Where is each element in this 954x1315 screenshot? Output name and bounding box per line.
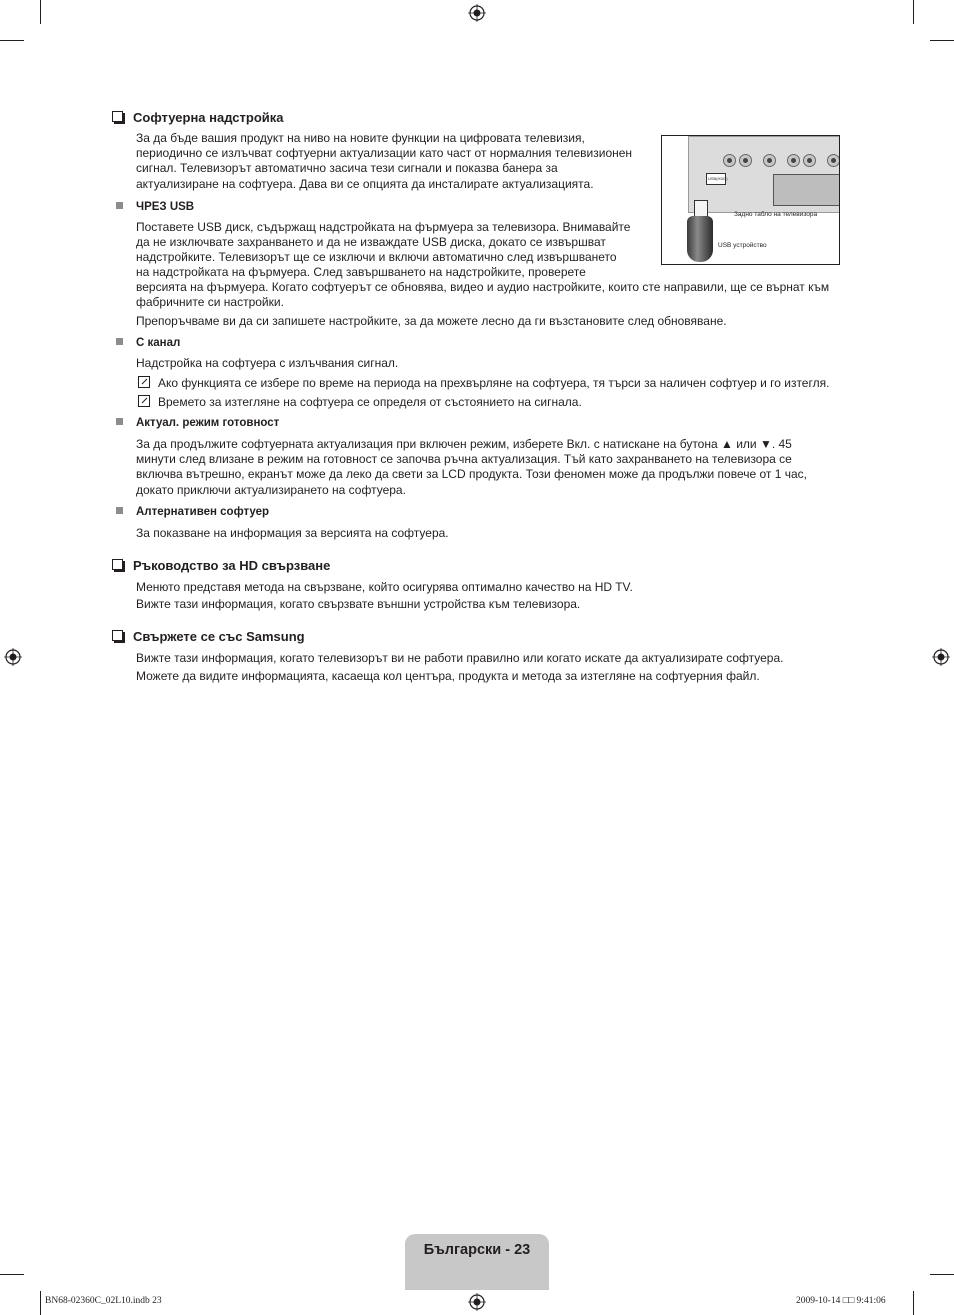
usb-connection-figure <box>661 135 840 265</box>
usb-line-6: Препоръчваме ви да си запишете настройките, за да можете лесно да ги възстановите след обновяване. <box>136 314 727 328</box>
note-icon <box>138 395 150 407</box>
channel-note-2 <box>138 395 582 410</box>
checkbox-bullet-icon <box>112 559 123 570</box>
checkbox-bullet-icon <box>112 111 123 122</box>
usb-line-2: да не изключвате захранването и да не изваждате USB диска, докато се извършват <box>136 235 606 249</box>
av-jack-icon <box>827 154 840 167</box>
rear-panel-label: Задно табло на телевизора <box>734 211 818 218</box>
section-title-software-upgrade <box>112 110 284 126</box>
page-number: Български - 23 <box>423 1242 531 1258</box>
usb-line-3: надстройките. Телевизорът ще се изключи и включи автоматично след извършването <box>136 250 617 264</box>
crop-mark <box>0 40 24 41</box>
registration-mark-icon <box>4 648 22 666</box>
alternative-text: За показване на информация за версията на софтуера. <box>136 526 449 540</box>
hd-guide-line-2: Вижте тази информация, когато свързвате външни устройства към телевизора. <box>136 597 581 611</box>
usb-device-label: USB устройство <box>718 242 767 249</box>
registration-mark-icon <box>932 648 950 666</box>
subsection-title-usb <box>116 200 194 214</box>
software-upgrade-intro: За да бъде вашия продукт на ниво на новите функции на цифровата телевизия, периодично се излъчват софтуерни актуализации като част от нормалния телевизионен сигнал. Телевизорът автоматично засича тези сигнали и показва банера за актуализиране на софтуера. Дава ви се опцията да инсталирате актуализацията. <box>136 131 633 191</box>
section-title-contact-samsung <box>112 629 305 645</box>
registration-mark-icon <box>468 1293 486 1311</box>
subsection-title-text: С канал <box>136 337 181 349</box>
section-title-text: Свържете се със Samsung <box>133 629 305 644</box>
crop-mark <box>40 1291 41 1315</box>
contact-line-1: Вижте тази информация, когато телевизорът ви не работи правилно или когато искате да актуализирате софтуера. <box>136 651 784 665</box>
note-text: Времето за изтегляне на софтуера се определя от състоянието на сигнала. <box>158 395 582 409</box>
usb-line-5: версията на фърмуера. Когато софтуерът се обновява, видео и аудио настройките, които сте направили, ще се върнат към фабричните си настройки. <box>136 280 830 310</box>
scart-port-icon <box>773 174 840 206</box>
square-bullet-icon <box>116 202 123 209</box>
crop-mark <box>930 40 954 41</box>
section-title-hd-guide <box>112 558 330 574</box>
registration-mark-icon <box>468 4 486 22</box>
note-text: Ако функцията се избере по време на периода на прехвърляне на софтуера, тя търси за наличен софтуер и го изтегля. <box>158 376 830 390</box>
usb-line-1: Поставете USB диск, съдържащ надстройката на фърмуера за телевизора. Внимавайте <box>136 220 631 234</box>
crop-mark <box>40 0 41 24</box>
av-jack-icon <box>723 154 736 167</box>
subsection-title-standby <box>116 416 279 430</box>
standby-text: За да продължите софтуерната актуализация при включен режим, изберете Вкл. с натискане на бутона ▲ или ▼. 45 минути след влизане в режим на готовност се започва ръчна актуализация. Тъй като захранването на телевизора се включва вътрешно, екранът може да леко да свети за LCD продукта. Този феномен може да продължи повече от 1 час, докато приключи актуализирането на софтуера. <box>136 437 808 497</box>
square-bullet-icon <box>116 507 123 514</box>
crop-mark <box>930 1274 954 1275</box>
subsection-title-text: ЧРЕЗ USB <box>136 201 195 213</box>
crop-mark <box>913 1291 914 1315</box>
usb-port-label: USB(HDD) <box>708 176 728 181</box>
section-title-text: Ръководство за HD свързване <box>133 558 331 573</box>
subsection-title-alternative <box>116 505 269 519</box>
section-title-text: Софтуерна надстройка <box>133 110 284 125</box>
usb-device-icon <box>687 216 713 262</box>
channel-note-1 <box>138 376 829 391</box>
tv-rear-panel <box>688 136 840 213</box>
subsection-title-text: Актуал. режим готовност <box>136 417 280 429</box>
av-jack-icon <box>803 154 816 167</box>
av-jack-icon <box>787 154 800 167</box>
usb-port-icon <box>706 173 726 185</box>
file-info: BN68-02360C_02L10.indb 23 <box>45 1296 162 1306</box>
channel-text: Надстройка на софтуера с излъчвания сигнал. <box>136 356 399 370</box>
av-jack-icon <box>763 154 776 167</box>
print-timestamp: 2009-10-14 □□ 9:41:06 <box>796 1296 886 1306</box>
note-icon <box>138 376 150 388</box>
hd-guide-line-1: Менюто представя метода на свързване, който осигурява оптимално качество на HD TV. <box>136 580 633 594</box>
subsection-title-text: Алтернативен софтуер <box>136 506 270 518</box>
square-bullet-icon <box>116 418 123 425</box>
usb-line-4: на надстройката на фърмуера. След завършването на надстройките, проверете <box>136 265 586 279</box>
crop-mark <box>913 0 914 24</box>
square-bullet-icon <box>116 338 123 345</box>
checkbox-bullet-icon <box>112 630 123 641</box>
contact-line-2: Можете да видите информацията, касаеща кол центъра, продукта и метода за изтегляне на софтуерния файл. <box>136 669 760 683</box>
crop-mark <box>0 1274 24 1275</box>
av-jack-icon <box>739 154 752 167</box>
subsection-title-channel <box>116 336 180 350</box>
